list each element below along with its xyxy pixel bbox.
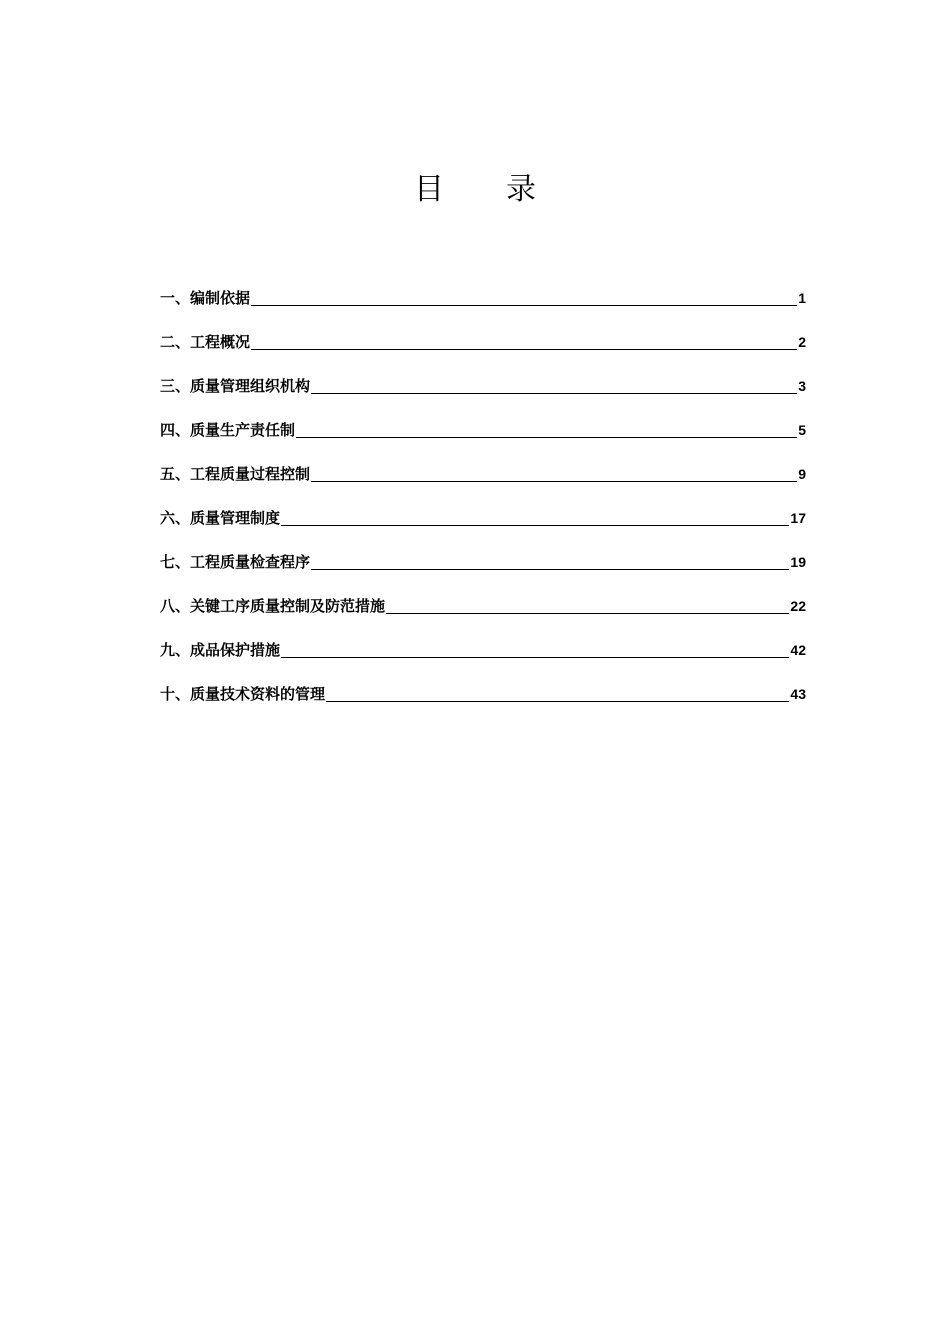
- toc-entry[interactable]: [160, 408, 806, 452]
- toc-leader-line: [386, 613, 789, 614]
- toc-leader-line: [311, 569, 789, 570]
- toc-entry[interactable]: [160, 672, 806, 716]
- toc-page-number: 1: [798, 290, 806, 306]
- toc-entry-label: 五、工程质量过程控制: [160, 465, 311, 483]
- toc-page-number: 17: [790, 510, 806, 526]
- toc-leader-line: [326, 701, 789, 702]
- toc-page-number: 9: [798, 466, 806, 482]
- toc-page-number: 2: [798, 334, 806, 350]
- toc-entry-label: 一、编制依据: [160, 289, 251, 307]
- toc-entry[interactable]: [160, 584, 806, 628]
- toc-leader-line: [311, 393, 797, 394]
- toc-entry[interactable]: [160, 276, 806, 320]
- toc-leader-line: [251, 349, 797, 350]
- toc-page-number: 5: [798, 422, 806, 438]
- toc-leader-line: [281, 657, 789, 658]
- toc-entry-label: 九、成品保护措施: [160, 641, 281, 659]
- toc-title: [0, 168, 950, 212]
- toc-page-number: 22: [790, 598, 806, 614]
- toc-entry[interactable]: [160, 452, 806, 496]
- toc-page-number: 19: [790, 554, 806, 570]
- toc-title-char-2: 录: [506, 172, 536, 207]
- toc-list: [160, 276, 806, 716]
- toc-leader-line: [251, 305, 797, 306]
- toc-entry[interactable]: [160, 496, 806, 540]
- toc-entry-label: 二、工程概况: [160, 333, 251, 351]
- toc-leader-line: [281, 525, 789, 526]
- toc-page-number: 42: [790, 642, 806, 658]
- toc-entry-label: 十、质量技术资料的管理: [160, 685, 326, 703]
- toc-entry-label: 八、关键工序质量控制及防范措施: [160, 597, 386, 615]
- toc-entry-label: 六、质量管理制度: [160, 509, 281, 527]
- toc-title-char-1: 目: [414, 172, 444, 207]
- toc-entry-label: 四、质量生产责任制: [160, 421, 296, 439]
- toc-page-number: 43: [790, 686, 806, 702]
- toc-entry-label: 七、工程质量检查程序: [160, 553, 311, 571]
- toc-entry[interactable]: [160, 364, 806, 408]
- toc-leader-line: [296, 437, 797, 438]
- toc-page-number: 3: [798, 378, 806, 394]
- toc-entry[interactable]: [160, 540, 806, 584]
- toc-entry-label: 三、质量管理组织机构: [160, 377, 311, 395]
- toc-entry[interactable]: [160, 628, 806, 672]
- toc-leader-line: [311, 481, 797, 482]
- toc-entry[interactable]: [160, 320, 806, 364]
